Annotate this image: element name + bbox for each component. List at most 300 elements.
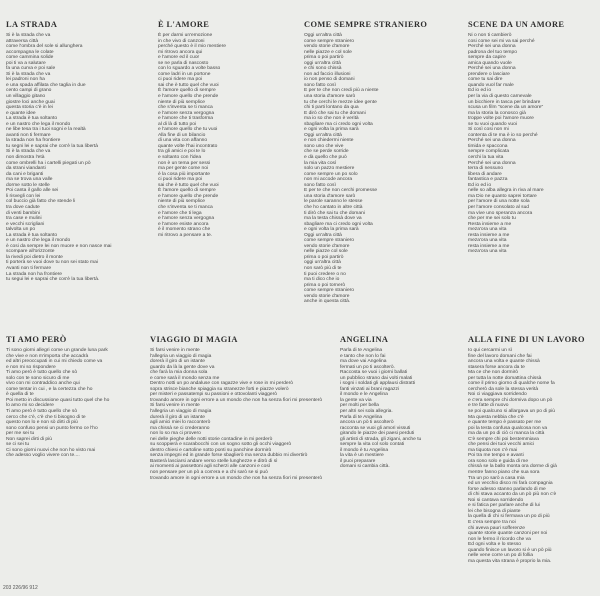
- lyric-line: forse adesso stanno parlando di me: [468, 486, 546, 492]
- lyric-line: vivo con mi contraddico anche qui: [6, 381, 80, 387]
- lyric-line: libera di andare: [468, 171, 502, 177]
- lyric-line: l'allegria un viaggio di magia: [150, 353, 212, 359]
- lyric-line: con lo sguardo a volte basso: [158, 66, 221, 72]
- lyric-line: da cani e briganti: [6, 171, 44, 177]
- lyric-line: vendo storie d'amore: [304, 243, 350, 249]
- lyric-line: una storia d'amore sarò: [304, 193, 356, 199]
- lyric-line: Ed ogni volta e lo stesso: [468, 542, 522, 548]
- lyric-line: ancora un pò ti ascolterò: [340, 420, 394, 426]
- lyric-line: la strada non ha frontiere: [6, 138, 61, 144]
- lyric-line: sono fatto così: [304, 182, 336, 188]
- lyric-line: Perché sei una donna: [468, 66, 516, 72]
- lyric-line: e l'amore senza vergogna: [158, 110, 215, 116]
- lyric-line: Oggi un'altra città: [304, 232, 342, 238]
- lyric-line: e l'amore senza vergogna: [158, 216, 215, 222]
- song-title: È L'AMORE: [158, 20, 210, 29]
- lyric-line: poi la testa confusa qualcosa non va: [468, 425, 548, 431]
- lyric-line: dorme sotto le stelle: [6, 182, 50, 188]
- lyric-line: questa storia c'è in lei: [6, 105, 53, 111]
- lyric-line: gli artisti di strada, gli zigani, anche tu: [340, 436, 422, 442]
- lyric-line: talvolta un po: [6, 227, 36, 233]
- lyric-line: Si farsi venire in mente: [150, 348, 200, 353]
- lyric-line: resta insieme a me: [468, 232, 510, 238]
- lyric-line: come sempre straniero: [304, 238, 355, 244]
- lyric-line: e tre fatte di nuovo: [468, 403, 509, 409]
- lyric-line: come ombrelli ha i cartelli piegati un pò: [6, 160, 91, 166]
- lyric-line: e vecchi scrigliani: [6, 221, 45, 227]
- lyric-line: come cammina solide: [6, 55, 54, 61]
- lyric-line: E c'era sempre tra noi: [468, 519, 516, 525]
- lyric-line: e l'amore ed il cuor: [158, 55, 200, 61]
- lyric-line: e un nastro che lega il mondo: [6, 238, 71, 244]
- lyric-line: Resta insieme a me: [468, 221, 512, 227]
- lyric-line: che adesso voglio vivere con te....: [6, 453, 80, 459]
- lyric-line: che s'inventa se ti manca: [158, 105, 213, 111]
- lyric-line: sempre da capire: [468, 55, 506, 61]
- lyric-line: e come sarà il mondo senza me: [150, 375, 220, 381]
- lyric-line: contenta di te ma è io so perché: [468, 132, 538, 138]
- lyric-line: racconta se vuoi gli amori vissuti: [340, 425, 411, 431]
- song-lyrics: [6, 33, 146, 283]
- lyric-line: e quante tempo è passato per me: [468, 420, 542, 426]
- lyric-line: non sarò più di te: [304, 265, 342, 271]
- lyric-line: Perché sei una donna: [468, 160, 516, 166]
- lyric-line: La strada è tua soltanto: [6, 116, 58, 122]
- lyric-line: non le fermo il ricordo che va: [468, 536, 531, 542]
- lyric-line: meza'ora una vita: [468, 227, 507, 233]
- lyric-line: nelle vene corre un po di follia: [468, 553, 533, 559]
- lyric-line: lei padroni non ha: [6, 77, 45, 83]
- lyric-line: sopra strisce bianche spiaggia su stranezze forti e piazze volerò: [150, 386, 289, 392]
- lyric-line: ma la testa chissà dove va: [304, 216, 362, 222]
- lyric-line: che s'inventa se ti manca: [158, 204, 213, 210]
- lyric-line: ma dove vai Angelina: [340, 359, 387, 365]
- lyric-line: Si così cosi non mi: [468, 127, 509, 133]
- lyric-line: non è un tema per sessi: [158, 160, 211, 166]
- lyric-line: che se perde sorride: [304, 149, 349, 155]
- lyric-line: il mondo è tu Angelina: [340, 447, 389, 453]
- lyric-line: ai momenti ai passettoni agli scherzi alle canzoni e così: [150, 464, 271, 470]
- lyric-line: e l'amore quello che prende: [158, 193, 219, 199]
- lyric-line: e c'era sempre chi dormiva dopo un pò: [468, 397, 553, 403]
- lyric-line: se poi qualcuno si allargava un po di più: [468, 409, 556, 415]
- lyric-line: come sempre straniero: [304, 38, 355, 44]
- lyric-line: sai che è tutto quel che vuoi: [158, 82, 219, 88]
- lyric-line: Ci sono giorni nuovi che non ho visto mai: [6, 447, 96, 453]
- lyric-line: sono fatto così: [304, 82, 336, 88]
- lyric-line: troppe volte poi l'amore muore: [468, 116, 534, 122]
- lyric-line: la mia vita così: [304, 160, 337, 166]
- lyric-line: e soltanto con l'idea: [158, 155, 202, 161]
- song-lyrics: [468, 33, 598, 255]
- lyric-line: come tentar in cui , e la certezza che ho: [6, 386, 93, 392]
- lyric-line: questo non lo e non sò dirti di più: [6, 420, 78, 426]
- lyric-line: cerchi la tua vita: [468, 155, 504, 161]
- lyric-line: ma chissà se ci crederanno: [150, 425, 210, 431]
- lyric-line: ma questa vita strana è proprio la mia.: [468, 558, 552, 564]
- lyric-line: non dimostra l'età: [6, 155, 45, 161]
- lyric-line: fa una curva e poi sale: [6, 66, 56, 72]
- lyric-line: che vive e non m'importa che accadrà: [6, 353, 89, 359]
- lyric-line: accompagna le colate: [6, 49, 54, 55]
- lyric-line: io non penso di domani: [304, 77, 355, 83]
- lyric-line: per tutta la notte domattina chissà: [468, 375, 542, 381]
- lyric-line: tra gli amici e poi te lo: [158, 149, 206, 155]
- lyric-line: trovando amore in ogni errore a un mondo che non ha senza fiori mi presenterò: [150, 397, 323, 403]
- lyric-line: e non chiedermi niente: [304, 138, 354, 144]
- lyric-line: tra case e mulini: [6, 216, 42, 222]
- lyric-line: nelle piazze e col sole: [304, 49, 352, 55]
- lyric-line: domani si cambia città.: [340, 464, 390, 470]
- lyric-line: un villaggio gitano: [6, 94, 46, 100]
- lyric-line: che per me sei solo tu: [468, 216, 516, 222]
- lyric-line: oggi un'altra città: [304, 60, 341, 66]
- lyric-line: prima o poi partirò: [304, 254, 344, 260]
- lyric-line: Oggi un'altra città: [304, 33, 342, 38]
- lyric-line: ma se trova una valle: [6, 177, 53, 183]
- lyric-line: di chi stava accanto da un pò più non c'è: [468, 492, 557, 498]
- song-lyrics: [468, 348, 598, 564]
- lyric-line: Si è la strada che va: [6, 33, 51, 38]
- lyric-line: e chi sono chissà: [304, 66, 342, 72]
- lyric-line: ci puoi ridere ma poi: [158, 77, 203, 83]
- lyric-line: per molti per bella: [340, 403, 379, 409]
- lyric-line: su scoppierà e scarabocchi con un sogno sotto gli occhi viaggerò: [150, 442, 292, 448]
- lyric-line: Avanti non ti fermare: [6, 265, 52, 271]
- lyric-line: in che vivo di canzoni: [158, 38, 205, 44]
- lyric-line: e un nastro che lega il mondo: [6, 121, 71, 127]
- lyric-line: e non mi so rispondere: [6, 364, 56, 370]
- lyric-line: Ti amo però è tutto quello che sò: [6, 370, 78, 376]
- lyric-line: come sempre straniero: [304, 288, 355, 294]
- lyric-line: ne libe tesa tra i tuoi sogni e la realtà: [6, 127, 86, 133]
- lyric-line: e l'amore quello che tu vuoi: [158, 127, 218, 133]
- lyric-line: anche in questa città.: [304, 299, 351, 305]
- lyric-line: Noi ci viaggiava sorridendo: [468, 392, 527, 398]
- lyric-line: giostre loci anche guai: [6, 99, 55, 105]
- lyric-line: Raccosta se vuoi i giorni ballati: [340, 370, 408, 376]
- lyric-line: per l'amore consolato al sud: [468, 204, 530, 210]
- lyric-line: sono uno che vive: [304, 143, 344, 149]
- lyric-line: quante volte l'hai incontrato: [158, 143, 218, 149]
- lyric-line: timida e spaccona: [468, 143, 508, 149]
- lyric-line: Non saprei dirti di più: [6, 436, 52, 442]
- song-lyrics: [304, 33, 464, 305]
- lyric-line: vendo storie d'amore: [304, 293, 350, 299]
- lyric-line: tu segni lei e saprai che cos'è la tua libertà: [6, 143, 99, 149]
- lyric-line: ti dirò che sai tu che domani: [304, 210, 365, 216]
- lyric-line: Ni o non ti cambierò: [468, 33, 512, 38]
- lyric-line: nelle so alba allegra in riva al mare: [468, 188, 544, 194]
- song-lyrics: [150, 348, 334, 481]
- lyric-line: Parla di te Angelina: [340, 414, 383, 420]
- lyric-line: non lo so ma ci provero: [150, 431, 201, 437]
- lyric-line: per misteri e passatempi su passioni e ottovolanti viaggerò: [150, 392, 277, 398]
- lyric-line: Dentro notti un po andaluse con ragazze vive e rose in mi perderò: [150, 381, 293, 387]
- lyric-line: è la cosa più importante: [158, 171, 210, 177]
- lyric-line: niente di più semplice: [158, 99, 206, 105]
- lyric-line: di venti bambini: [6, 210, 40, 216]
- lyric-line: di una vita con affanno: [158, 138, 208, 144]
- lyric-line: lei che bisogna di piante: [468, 508, 521, 514]
- lyric-line: quando finisce un lavoro si è un pò più: [468, 547, 552, 553]
- lyric-line: Si è la strada che va: [6, 149, 51, 155]
- lyric-line: ma per gente come noi: [158, 166, 209, 172]
- lyric-line: l'allegria un viaggio di magia: [150, 409, 212, 415]
- lyric-line: trovando amore in ogni errore a un mondo che non ha senza fiori mi presenterò: [150, 475, 323, 481]
- lyric-line: dentro chiesi e cartoline sotto ponti su panchine dormirò: [150, 447, 272, 453]
- lyric-line: tra dove cadute: [6, 204, 40, 210]
- lyric-line: ma tiquota non c'è mai: [468, 447, 518, 453]
- song-ti-amo-pero: [6, 335, 146, 459]
- lyric-line: meza'ora una vita: [468, 238, 507, 244]
- lyric-line: Ed io ed io: [468, 88, 492, 94]
- lyric-line: solo un pazzo mestiere: [304, 166, 355, 172]
- lyric-line: il mondo e le Angelina: [340, 392, 388, 398]
- lyric-line: tu segui lei e saprai che cos'è la tua libertà.: [6, 277, 100, 283]
- lyric-line: cosi come sei mi va sai perché: [468, 38, 535, 44]
- lyric-line: non pensare per un pò a cos'era e a chi sarò se si può: [150, 470, 268, 476]
- lyric-line: fermati un po ti ascolterò.: [340, 364, 395, 370]
- lyric-line: non mi accode ancora: [304, 177, 353, 183]
- lyric-line: ancora una volta e quante chissà: [468, 359, 540, 365]
- lyric-line: sono confuso pensi un punto fermo ce l'ho: [6, 425, 98, 431]
- lyric-line: col buccio già fatto che stende li: [6, 199, 76, 205]
- lyric-line: ma vive uno speranza ancora: [468, 210, 533, 216]
- lyric-line: Perché sei una donna: [468, 44, 516, 50]
- lyric-line: amica quando vuole: [468, 60, 512, 66]
- lyric-line: scusa un film "scene da un amore": [468, 105, 544, 111]
- song-angelina: [340, 335, 464, 470]
- song-e-lamore: [158, 20, 298, 238]
- lyric-line: vendo storie d'amore: [304, 44, 350, 50]
- lyric-line: fanti vinzati ai brani ragazzi: [340, 386, 399, 392]
- lyric-line: niente di più semplice: [158, 199, 206, 205]
- song-scene-da-un-amore: [468, 20, 598, 255]
- lyric-line: girando le piazze dei paesi perduti: [340, 431, 415, 437]
- lyric-line: stasera forse ancora da te: [468, 364, 525, 370]
- lyric-line: da strani viandanti: [6, 166, 46, 172]
- lyric-line: Ti amo però è tutto quello che sò: [6, 409, 78, 415]
- lyric-line: è quella di te: [6, 392, 34, 398]
- lyric-line: e l'amore che ti trasforma: [158, 116, 214, 122]
- lyric-line: se tu vuoi quando vuoi: [468, 121, 517, 127]
- lyric-line: e ogni volta la prima sarà: [304, 127, 359, 133]
- lyric-line: mentre fanno piano che sua sora: [468, 470, 540, 476]
- song-title: SCENE DA UN AMORE: [468, 20, 565, 29]
- lyric-line: non ad faccio illusioni: [304, 71, 351, 77]
- lyric-line: se ci sei tu: [6, 442, 30, 448]
- lyric-line: i sogni i soldati gli applausi distratti: [340, 381, 416, 387]
- lyric-line: senza impegni ed in grande forse sbaglierò ma senza dubbio mi divertirò: [150, 453, 308, 459]
- lyric-line: al di là di tutto poi: [158, 121, 197, 127]
- lyric-line: la rivedi poi dietro il monte: [6, 254, 63, 260]
- lyric-line: e l'amore quello che prende: [158, 94, 219, 100]
- lyric-line: quando vuol far male: [468, 82, 514, 88]
- lyric-line: È l'amore quello di sempre: [158, 88, 216, 94]
- lyric-line: Ma ce che non dormirò: [468, 370, 519, 376]
- lyric-line: cento campi di grano: [6, 88, 52, 94]
- lyric-line: Si farsi venire in mente: [150, 403, 200, 409]
- lyric-line: ed altri preoccupati in cui mi chiedo come va: [6, 359, 103, 365]
- lyric-line: lo amo mi so decidere: [6, 403, 54, 409]
- lyric-line: prendere o lasciare: [468, 71, 510, 77]
- lyric-line: chissà se la ballo monta ora dorme di già: [468, 464, 557, 470]
- lyric-line: per l'amore di una notte sola: [468, 199, 530, 205]
- song-lyrics: [6, 348, 146, 459]
- lyric-line: ma da un po di ciò ci manca la città: [468, 431, 545, 437]
- lyric-line: oggi un'altra città: [304, 260, 341, 266]
- lyric-line: ti porterà se vuoi dove tu non sei stato mai: [6, 260, 98, 266]
- lyric-line: mi ritrovo ancora qui: [158, 49, 203, 55]
- lyric-line: sai che è tutto quel che vuoi: [158, 182, 219, 188]
- lyric-line: È l'amore quello di sempre: [158, 188, 216, 194]
- lyric-line: dorerà il giro di un istante: [150, 359, 205, 365]
- lyric-line: ci puoi ridere ma poi: [158, 177, 203, 183]
- lyric-line: E dirò che sai tu che domani: [304, 110, 366, 116]
- lyric-line: e quante idee: [6, 110, 36, 116]
- lyric-line: ma ti dico che io: [304, 277, 340, 283]
- lyric-line: Alla fine di un bilancio: [158, 132, 206, 138]
- lyric-line: come il primo giorno di qualche nome fa: [468, 381, 555, 387]
- lyric-line: Basterà lasciarsi andare verso stelle lunghezze e ditrò di sì: [150, 458, 278, 464]
- lyric-line: meza'ora una vita: [468, 249, 507, 255]
- lyric-line: la quella di chi si fermava un po di più: [468, 514, 550, 520]
- lyric-line: e si fatica per parlare anche di lui: [468, 503, 540, 509]
- lyric-line: E per te che non cerchi promesse: [304, 188, 378, 194]
- lyric-line: che ho cantato in altre città: [304, 204, 363, 210]
- lyric-line: poi ti va a salutare: [6, 60, 46, 66]
- lyric-line: per altri sei sola allegria.: [340, 409, 393, 415]
- lyric-line: e dà quello che può: [304, 155, 347, 161]
- lyric-line: nelle piazze col sole: [304, 249, 348, 255]
- lyric-line: Si è la strada che va: [6, 71, 51, 77]
- lyric-line: come l'ombra del sole si allunghera: [6, 44, 83, 50]
- lyric-line: ed un vecchio disco mi farà compagnia: [468, 481, 553, 487]
- lyric-line: cercherò da sole la stessa verità: [468, 386, 539, 392]
- lyric-line: perché questo è il mio mestiere: [158, 44, 226, 50]
- lyric-line: agli amici miei lo racconterò: [150, 420, 211, 426]
- lyric-line: Io qui cercarmi un sì: [468, 348, 513, 353]
- lyric-line: un bicchiere in tasca per brindare: [468, 99, 541, 105]
- song-title: VIAGGIO DI MAGIA: [150, 335, 238, 344]
- lyric-line: Ed io ed io: [468, 182, 492, 188]
- lyric-line: solo con te sono sicuro di me: [6, 375, 70, 381]
- lyric-line: una storia d'amore sarò: [304, 94, 356, 100]
- lyric-line: li risvegli con lei: [6, 193, 41, 199]
- lyric-line: sempre complicata: [468, 149, 510, 155]
- song-title: LA STRADA: [6, 20, 58, 29]
- lyric-line: Noi si cantava sorridendo: [468, 497, 524, 503]
- lyric-line: ti puoi credere o no: [304, 271, 346, 277]
- song-title: TI AMO PERÒ: [6, 335, 67, 344]
- lyric-line: scompare all'orizzonte: [6, 249, 55, 255]
- lyric-line: che pensi dei tuoi vecchi amici: [468, 442, 535, 448]
- lyric-line: e tanto che non lo fai: [340, 353, 386, 359]
- lyric-line: prima o poi tornerò: [304, 282, 346, 288]
- lyric-line: fine del lavoro domani che fai: [468, 353, 532, 359]
- lyric-line: Poi metto in discussione quasi tutto quel che ho: [6, 397, 110, 403]
- lyric-line: È per darmi un'emozione: [158, 33, 213, 38]
- lyric-line: Parla di te Angelina: [340, 348, 383, 353]
- lyric-line: sbagliare ma ci credo ogni volta: [304, 221, 373, 227]
- lyric-line: la gente va via: [340, 397, 372, 403]
- lyric-line: che farà la mia donna sola: [150, 370, 208, 376]
- lyric-line: un pubblico strano dai volti malati: [340, 375, 413, 381]
- lyric-line: nei delle pieghe delle notti storie contadine in mi perderò: [150, 436, 273, 442]
- lyric-line: padrona del tuo tempo: [468, 49, 517, 55]
- lyric-line: cerco che c'è, c'è che ti bisogno di te: [6, 414, 86, 420]
- song-lyrics: [340, 348, 464, 470]
- lyric-line: ma io so che non è verità: [304, 116, 359, 122]
- lyric-line: ora sono solo e guida di me: [468, 458, 529, 464]
- lyric-line: se ne parla di nascosto: [158, 60, 209, 66]
- song-viaggio-di-magia: [150, 335, 334, 481]
- lyric-line: Oggi un'altra città: [304, 132, 342, 138]
- lyric-line: quante storie quante canzoni per noi: [468, 531, 548, 537]
- lyric-line: come ladri in un portone: [158, 71, 211, 77]
- lyric-line: terra di nessuno: [468, 166, 504, 172]
- lyric-line: attraversa città: [6, 38, 39, 44]
- lyric-line: Ma questa nebbia che c'è: [468, 414, 524, 420]
- lyric-line: il puoi preparare: [340, 458, 376, 464]
- lyric-line: Perché sei una donna: [468, 138, 516, 144]
- song-la-strada: [6, 20, 146, 283]
- lyric-line: Tra un po sarò a casa mia: [468, 475, 525, 481]
- song-title: ANGELINA: [340, 335, 389, 344]
- lyric-line: C'è sempre chi poi bestemmiava: [468, 436, 539, 442]
- lyric-line: Ti sono giorni allegri come un grande luna park: [6, 348, 108, 353]
- lyric-line: resta insieme a me: [468, 243, 510, 249]
- lyric-line: ma Dio ne quanto saprei tortare: [468, 193, 537, 199]
- lyric-line: come tu sai dire: [468, 77, 503, 83]
- lyric-line: La strada non ha frontiere: [6, 271, 63, 277]
- lyric-line: fantastica e pazza: [468, 177, 508, 183]
- lyric-line: è il momento strano che: [158, 227, 211, 233]
- lyric-line: e l'amore che ti lega: [158, 210, 202, 216]
- song-lyrics: [158, 33, 298, 238]
- lyric-line: Poi tra me tempo e avanti: [468, 453, 524, 459]
- lyric-line: E per te che non credi più a niente: [304, 88, 379, 94]
- lyric-line: e ogni volta la prima sarà: [304, 227, 359, 233]
- lyric-line: sempre la vita col solo contati: [340, 442, 405, 448]
- lyric-line: durerà il giro di un istante: [150, 414, 205, 420]
- lyric-line: è cosi da sempre lei non muore e non nasce mai: [6, 243, 112, 249]
- lyric-line: chi aveva pauri sofferenze: [468, 525, 526, 531]
- lyric-line: chi ti parti lontano da qua: [304, 105, 359, 111]
- song-title: COME SEMPRE STRANIERO: [304, 20, 428, 29]
- lyric-line: come sempre un po solo: [304, 171, 358, 177]
- lyric-line: per la via di questo carnevale: [468, 94, 532, 100]
- lyric-line: le parole saranno le stesse: [304, 199, 363, 205]
- lyric-line: e l'amore esiste ancora: [158, 221, 209, 227]
- lyric-line: Poi canta il gallo alle sei: [6, 188, 59, 194]
- lyric-line: ma la storia la conosco già: [468, 110, 526, 116]
- song-title: ALLA FINE DI UN LAVORO: [468, 335, 585, 344]
- lyric-line: La strada è tua soltanto: [6, 232, 58, 238]
- song-alla-fine-di-un-lavoro: [468, 335, 598, 564]
- lyric-line: avanti non ti fermare: [6, 132, 51, 138]
- song-come-sempre-straniero: [304, 20, 464, 305]
- lyric-line: la vita è un mestiere: [340, 453, 384, 459]
- lyric-line: e una spada affilata che taglia in due: [6, 82, 86, 88]
- catalog-number: 203 226/96 912: [3, 585, 38, 591]
- lyric-line: sbagliare ma ci credo ogni volta: [304, 121, 373, 127]
- lyric-line: mi ritrovo a pensare a te.: [158, 232, 213, 238]
- lyric-line: prima o poi partirò: [304, 55, 344, 61]
- lyric-line: per me sei tu: [6, 431, 35, 437]
- lyric-line: guardo da là la gente dove va: [150, 364, 215, 370]
